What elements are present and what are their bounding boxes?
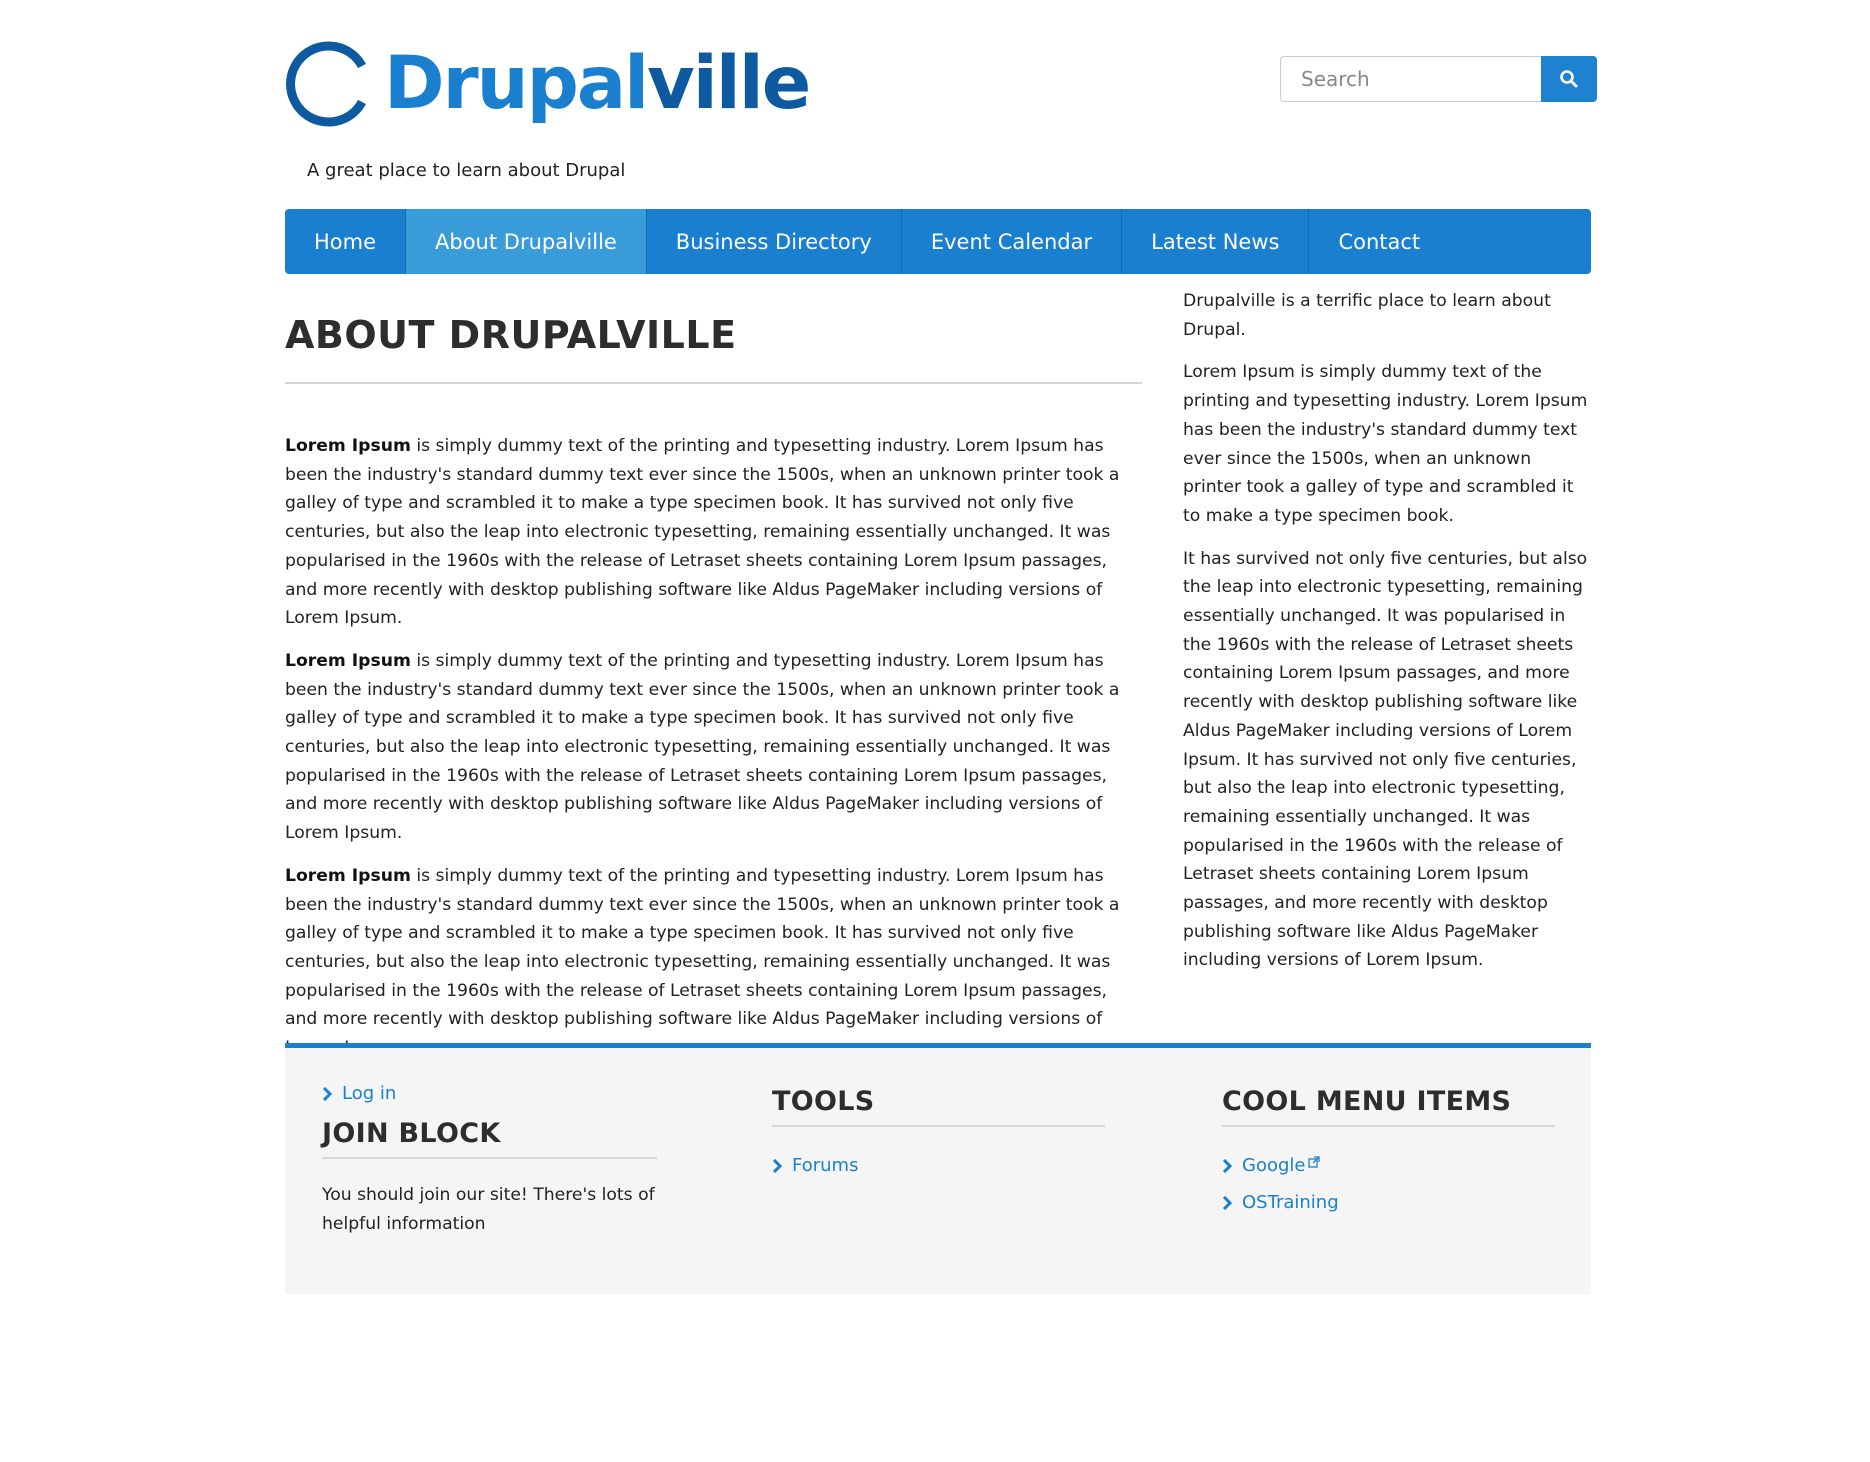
tools-title: TOOLS bbox=[772, 1086, 1105, 1127]
nav-item-business-directory[interactable]: Business Directory bbox=[647, 209, 902, 274]
paragraph-lead: Lorem Ipsum bbox=[285, 436, 411, 456]
footer-column-tools bbox=[772, 1048, 1105, 1176]
join-block-text: You should join our site! There's lots of helpful information bbox=[322, 1185, 655, 1234]
main-content bbox=[285, 300, 1142, 1077]
paragraph-lead: Lorem Ipsum bbox=[285, 650, 411, 671]
article-paragraph bbox=[285, 862, 1142, 1063]
nav-item-about-drupalville[interactable]: About Drupalville bbox=[406, 209, 647, 274]
site-name-part1: Drupal bbox=[384, 41, 648, 126]
sidebar-paragraph: Lorem Ipsum is simply dummy text of the printing and typesetting industry. Lorem Ipsum has been the industry's standard dummy text ever since the 1500s, when an unknown printer took a galley of type and scrambled it to make a type specimen book. bbox=[1183, 362, 1588, 526]
chevron-right-icon bbox=[1222, 1159, 1232, 1173]
site-slogan: A great place to learn about Drupal bbox=[307, 160, 626, 181]
nav-item-contact[interactable]: Contact bbox=[1338, 229, 1421, 254]
footer-column-cool-menu bbox=[1222, 1048, 1555, 1213]
external-link-icon bbox=[1308, 1156, 1320, 1168]
sidebar-paragraph: Drupalville is a terrific place to learn about Drupal. bbox=[1183, 291, 1551, 340]
search-input[interactable] bbox=[1280, 56, 1541, 102]
paragraph-text: is simply dummy text of the printing and typesetting industry. Lorem Ipsum has been the industry's standard dummy text ever since the 1500s, when an unknown printer took a galley of type and scrambled it to make a type specimen book. It has survived not only five centuries, but also the leap into electronic typesetting, remaining essentially unchanged. It was popularised in the 1960s with the release of Letraset sheets containing Lorem Ipsum passages, and more recently with desktop publishing software like Aldus PageMaker including versions of bbox=[285, 865, 1120, 1030]
article-body bbox=[285, 432, 1142, 1063]
paragraph-text: is simply dummy text of the printing and typesetting industry. Lorem Ipsum has been the industry's standard dummy text ever since the 1500s, when an unknown printer took a galley of type and scrambled it to make a type specimen book. It has survived not only five centuries, but also the leap into electronic typesetting, remaining essentially unchanged. It was popularised in the 1960s with the release of Letraset sheets containing Lorem Ipsum passages, and more recently with desktop publishing software like Aldus PageMaker including versions of Lorem Ipsum. bbox=[285, 436, 1120, 629]
sidebar bbox=[1183, 287, 1593, 989]
nav-item-event-calendar[interactable]: Event Calendar bbox=[902, 209, 1122, 274]
footer-column-user bbox=[322, 1048, 657, 1238]
google-link-label: Google bbox=[1242, 1155, 1306, 1176]
login-link[interactable] bbox=[322, 1083, 657, 1104]
ostraining-link[interactable] bbox=[1222, 1192, 1555, 1213]
ostraining-link-label: OSTraining bbox=[1242, 1192, 1339, 1213]
page-title: ABOUT DRUPALVILLE bbox=[285, 313, 737, 357]
search-button[interactable] bbox=[1541, 56, 1597, 102]
site-name-part2: ville bbox=[647, 41, 810, 126]
title-divider bbox=[285, 382, 1142, 384]
footer bbox=[285, 1043, 1591, 1294]
forums-link-label: Forums bbox=[792, 1155, 859, 1176]
article-paragraph bbox=[285, 647, 1142, 848]
chevron-right-icon bbox=[322, 1087, 332, 1101]
nav-item-latest-news[interactable]: Latest News bbox=[1122, 209, 1309, 274]
join-block-title: JOIN BLOCK bbox=[322, 1118, 657, 1159]
sidebar-paragraph: It has survived not only five centuries, but also the leap into electronic typesetting, remaining essentially unchanged. It was popularised in the 1960s with the release of Letraset sheets containing Lorem Ipsum passages, and more recently with desktop publishing software like Aldus PageMaker including versions of Lorem Ipsum. It has survived not only five centuries, but also the leap into electronic typesetting, remaining essentially unchanged. It was popularised in the 1960s with the release of Letraset sheets containing Lorem Ipsum passages, and more recently with desktop publishing software like Aldus PageMaker including versions of Lorem Ipsum. bbox=[1183, 548, 1588, 971]
search-icon bbox=[1559, 69, 1579, 89]
site-name bbox=[384, 36, 809, 131]
site-logo[interactable] bbox=[284, 36, 809, 131]
google-link[interactable] bbox=[1222, 1155, 1555, 1176]
chevron-right-icon bbox=[1222, 1196, 1232, 1210]
forums-link[interactable] bbox=[772, 1155, 1105, 1176]
article-paragraph bbox=[285, 432, 1142, 633]
nav-item-home[interactable]: Home bbox=[285, 209, 406, 274]
paragraph-lead: Lorem Ipsum bbox=[285, 865, 411, 886]
logo-ring-icon bbox=[284, 40, 372, 128]
cool-menu-title: COOL MENU ITEMS bbox=[1222, 1086, 1555, 1127]
login-link-label: Log in bbox=[342, 1083, 397, 1104]
search-form bbox=[1280, 56, 1597, 102]
paragraph-text: is simply dummy text of the printing and typesetting industry. Lorem Ipsum has been the industry's standard dummy text ever since the 1500s, when an unknown printer took a galley of type and scrambled it to make a type specimen book. It has survived not only five centuries, but also the leap into electronic typesetting, remaining essentially unchanged. It was popularised in the 1960s with the release of Letraset sheets containing Lorem Ipsum passages, and more recently with desktop publishing software like Aldus PageMaker including versions of Lorem Ipsum. bbox=[285, 650, 1120, 844]
main-navigation bbox=[285, 209, 1591, 274]
chevron-right-icon bbox=[772, 1159, 782, 1173]
